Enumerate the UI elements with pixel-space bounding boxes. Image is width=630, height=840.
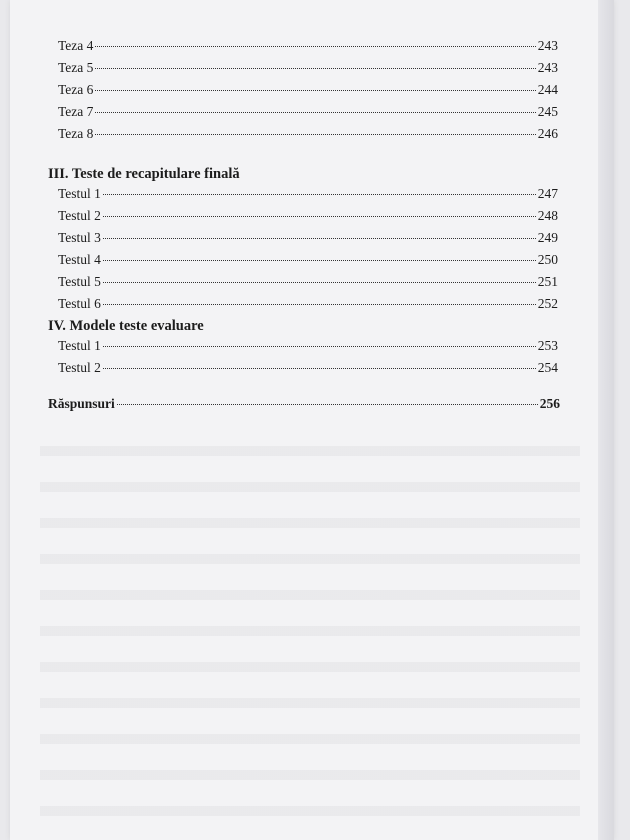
- leader-dots: [117, 404, 538, 405]
- toc-entry-label: Testul 1: [58, 338, 101, 353]
- toc-entry-label: Teza 7: [58, 104, 94, 119]
- toc-entry-label: Testul 4: [58, 252, 101, 267]
- toc-entry-page: 252: [537, 296, 558, 311]
- toc-entry-raspunsuri: [48, 396, 560, 418]
- toc-entry-teza-7: [58, 104, 558, 126]
- section-heading-modele: IV. Modele teste evaluare: [48, 318, 204, 334]
- leader-dots: [103, 346, 536, 347]
- leader-dots: [95, 134, 535, 135]
- toc-entry-teza-6: [58, 82, 558, 104]
- toc-entry-page: 254: [537, 360, 558, 375]
- toc-entry-label: Testul 3: [58, 230, 101, 245]
- toc-entry-page: 247: [537, 186, 558, 201]
- toc-entry-testul-5: [58, 274, 558, 296]
- book-page: [10, 0, 614, 840]
- toc-entry-label: Teza 8: [58, 126, 94, 141]
- toc-entry-label: Testul 5: [58, 274, 101, 289]
- leader-dots: [95, 90, 535, 91]
- toc-entry-testul-3: [58, 230, 558, 252]
- toc-entry-page: 244: [537, 82, 558, 97]
- page-edge: [598, 0, 614, 840]
- toc-entry-teza-5: [58, 60, 558, 82]
- toc-entry-testul-1: [58, 186, 558, 208]
- toc-entry-teza-8: [58, 126, 558, 148]
- toc-entry-label: Testul 6: [58, 296, 101, 311]
- toc-entry-model-testul-1: [58, 338, 558, 360]
- toc-entry-model-testul-2: [58, 360, 558, 382]
- toc-entry-page: 248: [537, 208, 558, 223]
- toc-entry-label: Teza 6: [58, 82, 94, 97]
- leader-dots: [95, 68, 535, 69]
- leader-dots: [95, 46, 535, 47]
- leader-dots: [95, 112, 535, 113]
- toc-entry-label: Răspunsuri: [48, 396, 115, 411]
- toc-entry-page: 250: [537, 252, 558, 267]
- leader-dots: [103, 238, 536, 239]
- leader-dots: [103, 216, 536, 217]
- toc-entry-page: 249: [537, 230, 558, 245]
- toc-entry-page: 246: [537, 126, 558, 141]
- toc-entry-label: Teza 5: [58, 60, 94, 75]
- toc-entry-testul-4: [58, 252, 558, 274]
- leader-dots: [103, 194, 536, 195]
- leader-dots: [103, 368, 536, 369]
- toc-entry-page: 256: [539, 396, 560, 411]
- toc-entry-teza-4: [58, 38, 558, 60]
- section-heading-recapitulare: III. Teste de recapitulare finală: [48, 166, 240, 182]
- toc-entry-page: 251: [537, 274, 558, 289]
- toc-entry-testul-6: [58, 296, 558, 318]
- toc-entry-page: 253: [537, 338, 558, 353]
- toc-entry-label: Teza 4: [58, 38, 94, 53]
- toc-entry-page: 243: [537, 60, 558, 75]
- leader-dots: [103, 282, 536, 283]
- leader-dots: [103, 304, 536, 305]
- toc-entry-page: 245: [537, 104, 558, 119]
- show-through-texture: [40, 420, 580, 820]
- toc-entry-label: Testul 2: [58, 208, 101, 223]
- toc-entry-label: Testul 2: [58, 360, 101, 375]
- toc-entry-label: Testul 1: [58, 186, 101, 201]
- toc-entry-testul-2: [58, 208, 558, 230]
- toc-entry-page: 243: [537, 38, 558, 53]
- leader-dots: [103, 260, 536, 261]
